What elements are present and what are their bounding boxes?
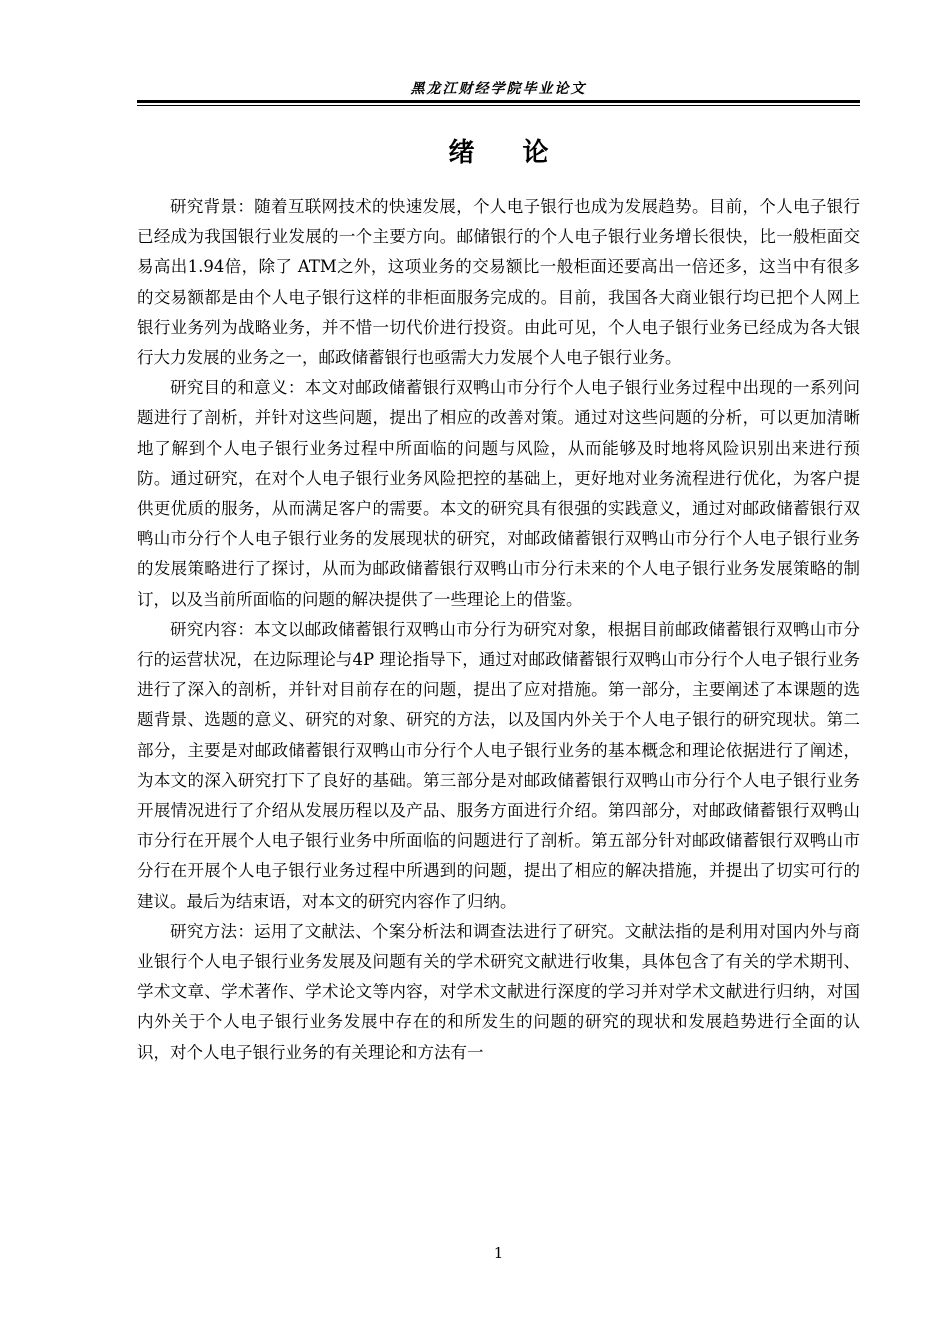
paragraph-method: 研究方法：运用了文献法、个案分析法和调查法进行了研究。文献法指的是利用对国内外与商业银行个人电子银行业务发展及问题有关的学术研究文献进行收集，具体包含了有关的学术期刊、学术文章、学术著作、学术论文等内容，对学术文献进行深度的学习并对学术文献进行归纳，对国内外关于个人电子银行业务发展中存在的和所发生的问题的研究的现状和发展趋势进行全面的认识，对个人电子银行业务的有关理论和方法有一 [137,921,860,1062]
body-text [137,192,860,1068]
page-number: 1 [493,1244,504,1262]
paragraph-background: 研究背景：随着互联网技术的快速发展，个人电子银行也成为发展趋势。目前，个人电子银行已经成为我国银行业发展的一个主要方向。邮储银行的个人电子银行业务增长很快，比一般柜面交易高出1.94倍，除了 ATM之外，这项业务的交易额比一般柜面还要高出一倍还多，这当中有很多的交易额都是由个人电子银行这样的非柜面服务完成的。目前，我国各大商业银行均已把个人网上银行业务列为战略业务，并不惜一切代价进行投资。由此可见，个人电子银行业务已经成为各大银行大力发展的业务之一，邮政储蓄银行也亟需大力发展个人电子银行业务。 [137,197,860,368]
page-title: 绪论 [448,138,597,168]
header-rule-thin [137,105,860,106]
paragraph-content: 研究内容：本文以邮政储蓄银行双鸭山市分行为研究对象，根据目前邮政储蓄银行双鸭山市分行的运营状况，在边际理论与4P 理论指导下，通过对邮政储蓄银行双鸭山市分行个人电子银行业务进行了深入的剖析，并针对目前存在的问题，提出了应对措施。第一部分，主要阐述了本课题的选题背景、选题的意义、研究的对象、研究的方法，以及国内外关于个人电子银行的研究现状。第二部分，主要是对邮政储蓄银行双鸭山市分行个人电子银行业务的基本概念和理论依据进行了阐述，为本文的深入研究打下了良好的基础。第三部分是对邮政储蓄银行双鸭山市分行个人电子银行业务开展情况进行了介绍从发展历程以及产品、服务方面进行介绍。第四部分，对邮政储蓄银行双鸭山市分行在开展个人电子银行业务中所面临的问题进行了剖析。第五部分针对邮政储蓄银行双鸭山市分行在开展个人电子银行业务过程中所遇到的问题，提出了相应的解决措施，并提出了切实可行的建议。最后为结束语，对本文的研究内容作了归纳。 [137,619,860,911]
paragraph-purpose: 研究目的和意义：本文对邮政储蓄银行双鸭山市分行个人电子银行业务过程中出现的一系列问题进行了剖析，并针对这些问题，提出了相应的改善对策。通过对这些问题的分析，可以更加清晰地了解到个人电子银行业务过程中所面临的问题与风险，从而能够及时地将风险识别出来进行预防。通过研究，在对个人电子银行业务风险把控的基础上，更好地对业务流程进行优化，为客户提供更优质的服务，从而满足客户的需要。本文的研究具有很强的实践意义，通过对邮政储蓄银行双鸭山市分行个人电子银行业务的发展现状的研究，对邮政储蓄银行双鸭山市分行个人电子银行业务的发展策略进行了探讨，从而为邮政储蓄银行双鸭山市分行未来的个人电子银行业务发展策略的制订，以及当前所面临的问题的解决提供了一些理论上的借鉴。 [137,378,860,609]
page-header: 黑龙江财经学院毕业论文 [410,81,587,97]
header-rule-thick [137,100,860,103]
